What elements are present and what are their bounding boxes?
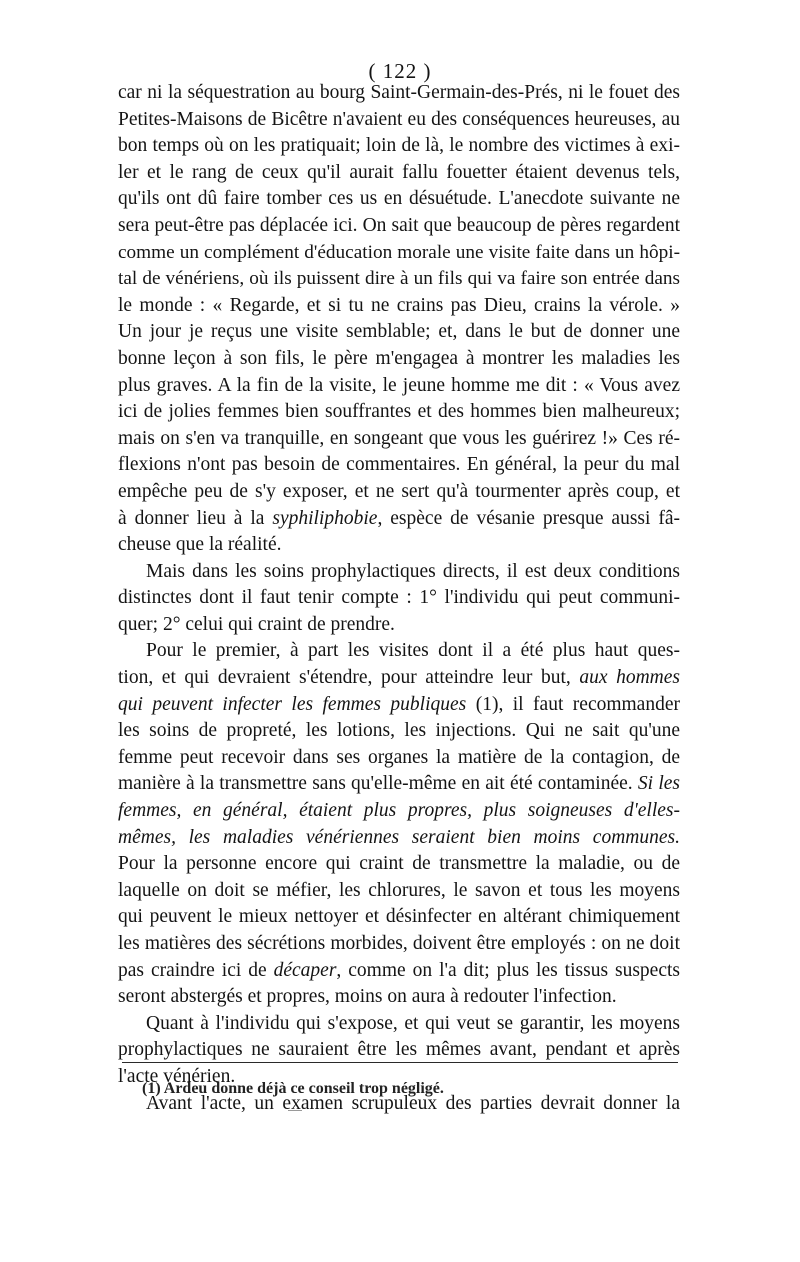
text-line: [118, 240, 680, 267]
text-line: [118, 293, 680, 320]
text-line: [118, 851, 680, 878]
text-line: [118, 665, 680, 692]
text-run: à donner lieu à la: [118, 507, 273, 529]
text-run: Un jour je reçus une visite semblable; et, dans le but de donner une: [118, 321, 680, 343]
text-run: qui peuvent le mieux nettoyer et désinfecter en altérant chimiquement: [118, 906, 680, 928]
text-run: tal de vénériens, où ils puissent dire à un fils qui va faire son entrée dans: [118, 268, 680, 290]
italic-text: qui peuvent infecter les femmes publiques: [118, 693, 467, 715]
text-line: [118, 133, 680, 160]
text-run: tion, et qui devraient s'étendre, pour atteindre leur but,: [118, 667, 580, 689]
italic-text: femmes, en général, étaient plus propres, plus soigneuses d'elles-: [118, 800, 680, 822]
text-run: femme peut recevoir dans ses organes la matière de la contagion, de: [118, 746, 680, 768]
text-run: cheuse que la réalité.: [118, 534, 282, 556]
page-mark: [288, 1110, 302, 1111]
italic-text: aux hommes: [579, 667, 680, 689]
text-run: empêche peu de s'y exposer, et ne sert qu'à tourmenter après coup, et: [118, 480, 680, 502]
text-line: [118, 319, 680, 346]
text-line: [118, 373, 680, 400]
text-line: [118, 479, 680, 506]
text-run: distinctes dont il faut tenir compte : 1° l'individu qui peut communi-: [118, 587, 680, 609]
text-line: [118, 745, 680, 772]
text-run: comme un complément d'éducation morale une visite faite dans un hôpi-: [118, 241, 680, 263]
text-line: [118, 426, 680, 453]
text-run: Pour la personne encore qui craint de transmettre la maladie, ou de: [118, 853, 680, 875]
text-line: [118, 452, 680, 479]
text-run: (1), il faut recommander: [466, 693, 680, 715]
text-run: le monde : « Regarde, et si tu ne crains pas Dieu, crains la vérole. »: [118, 294, 680, 316]
text-run: ler et le rang de ceux qu'il aurait fallu fouetter étaient devenus tels,: [118, 161, 680, 183]
text-line: [118, 107, 680, 134]
text-line: [118, 80, 680, 107]
body-text: [118, 80, 680, 1117]
text-run: pas craindre ici de: [118, 959, 274, 981]
text-run: ici de jolies femmes bien souffrantes et des hommes bien malheureux;: [118, 401, 680, 423]
text-line: [118, 771, 680, 798]
text-run: qu'ils ont dû faire tomber ces us en désuétude. L'anecdote suivante ne: [118, 188, 680, 210]
italic-text: décaper: [273, 959, 337, 981]
text-run: , comme on l'a dit; plus les tissus suspects: [336, 959, 680, 981]
text-line: [118, 160, 680, 187]
text-line: [118, 612, 680, 639]
text-run: bonne leçon à son fils, le père m'engagea à montrer les maladies les: [118, 347, 680, 369]
text-run: flexions n'ont pas besoin de commentaires. En général, la peur du mal: [118, 454, 680, 476]
text-run: seront abstergés et propres, moins on aura à redouter l'infection.: [118, 986, 617, 1008]
text-line: [118, 186, 680, 213]
text-line: [118, 266, 680, 293]
text-run: car ni la séquestration au bourg Saint-Germain-des-Prés, ni le fouet des: [118, 82, 680, 103]
text-run: Quant à l'individu qui s'expose, et qui veut se garantir, les moyens: [146, 1012, 680, 1034]
text-line: [118, 958, 680, 985]
text-line: [118, 213, 680, 240]
text-run: prophylactiques ne sauraient être les mêmes avant, pendant et après: [118, 1039, 680, 1061]
italic-text: Si les: [637, 773, 680, 795]
text-line: [118, 532, 680, 559]
italic-text: mêmes, les maladies vénériennes seraient bien moins communes.: [118, 826, 680, 848]
text-run: laquelle on doit se méfier, les chlorures, le savon et tous les moyens: [118, 879, 680, 901]
text-run: mais on s'en va tranquille, en songeant que vous les guérirez !» Ces ré-: [118, 427, 680, 449]
text-run: bon temps où on les pratiquait; loin de là, le nombre des victimes à exi-: [118, 135, 680, 157]
text-line: [118, 1011, 680, 1038]
text-run: plus graves. A la fin de la visite, le jeune homme me dit : « Vous avez: [118, 374, 680, 396]
text-run: les soins de propreté, les lotions, les injections. Qui ne sait qu'une: [118, 720, 680, 742]
text-run: , espèce de vésanie presque aussi fâ-: [377, 507, 680, 529]
italic-text: syphiliphobie: [272, 507, 378, 529]
text-line: [118, 559, 680, 586]
footnote: (1) Ardeu donne déjà ce conseil trop négligé.: [142, 1080, 444, 1097]
page-number: ( 122 ): [368, 59, 432, 83]
text-line: [118, 718, 680, 745]
text-run: quer; 2° celui qui craint de prendre.: [118, 613, 395, 635]
text-line: [118, 399, 680, 426]
text-line: [118, 1037, 680, 1064]
text-line: [118, 638, 680, 665]
text-line: [118, 931, 680, 958]
footnote-divider: [122, 1062, 678, 1063]
text-run: Avant l'acte, un examen scrupuleux des parties devrait donner la: [146, 1092, 680, 1114]
text-run: les matières des sécrétions morbides, doivent être employés : on ne doit: [118, 933, 680, 954]
text-line: [118, 692, 680, 719]
text-line: [118, 825, 680, 852]
text-run: Pour le premier, à part les visites dont il a été plus haut ques-: [146, 640, 680, 662]
text-run: Mais dans les soins prophylactiques directs, il est deux conditions: [146, 560, 680, 582]
text-run: sera peut-être pas déplacée ici. On sait que beaucoup de pères regardent: [118, 214, 680, 236]
text-run: manière à la transmettre sans qu'elle-même en ait été contaminée.: [118, 773, 638, 795]
text-line: [118, 798, 680, 825]
text-run: Petites-Maisons de Bicêtre n'avaient eu des conséquences heureuses, au: [118, 108, 680, 130]
text-line: [118, 904, 680, 931]
text-line: [118, 585, 680, 612]
text-line: [118, 506, 680, 533]
text-line: [118, 878, 680, 905]
text-line: [118, 984, 680, 1011]
text-run: l'acte vénérien.: [118, 1065, 236, 1087]
text-line: [118, 346, 680, 373]
